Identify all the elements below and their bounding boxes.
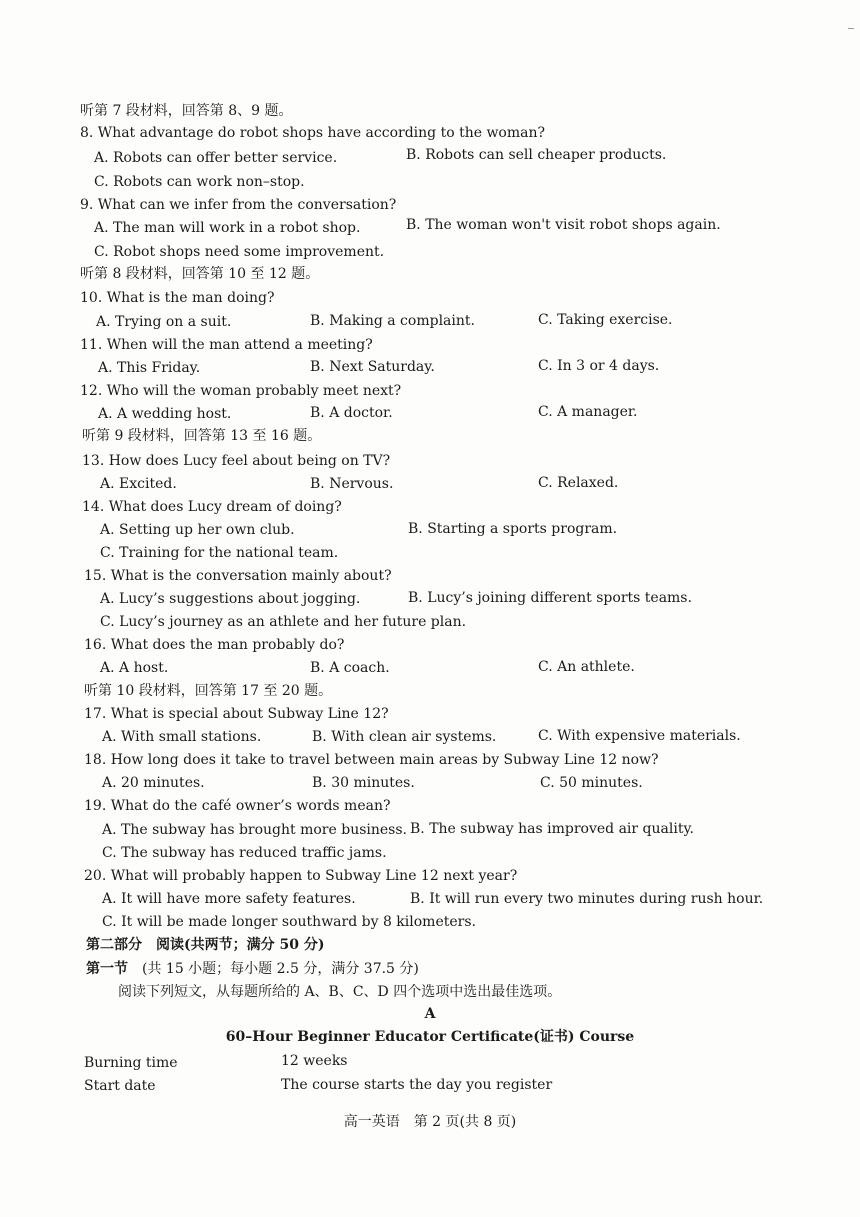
q20-option-a: A. It will have more safety features. xyxy=(102,891,356,907)
question-11: 11. When will the man attend a meeting? xyxy=(80,337,373,353)
q8-option-c: C. Robots can work non–stop. xyxy=(94,174,305,190)
q16-option-b: B. A coach. xyxy=(310,660,390,676)
q14-option-b: B. Starting a sports program. xyxy=(408,521,618,537)
q20-option-c: C. It will be made longer southward by 8 kilometers. xyxy=(102,914,476,930)
q15-option-c: C. Lucy’s journey as an athlete and her future plan. xyxy=(100,614,467,630)
course-row-label-2: Start date xyxy=(84,1078,156,1094)
q16-option-a: A. A host. xyxy=(100,660,169,676)
q18-option-c: C. 50 minutes. xyxy=(540,775,643,791)
q16-option-c: C. An athlete. xyxy=(538,659,635,675)
question-8: 8. What advantage do robot shops have according to the woman? xyxy=(80,125,546,141)
q13-option-b: B. Nervous. xyxy=(310,476,394,492)
q17-option-c: C. With expensive materials. xyxy=(538,728,741,744)
q19-option-a: A. The subway has brought more business. xyxy=(102,822,407,838)
q10-option-b: B. Making a complaint. xyxy=(310,313,475,329)
q9-option-a: A. The man will work in a robot shop. xyxy=(94,220,361,236)
section-instruction-10: 听第 10 段材料，回答第 17 至 20 题。 xyxy=(84,683,333,699)
q9-option-c: C. Robot shops need some improvement. xyxy=(94,244,385,260)
question-9: 9. What can we infer from the conversation? xyxy=(80,197,397,213)
q12-option-c: C. A manager. xyxy=(538,404,638,420)
question-19: 19. What do the café owner’s words mean? xyxy=(84,798,391,814)
q13-option-c: C. Relaxed. xyxy=(538,475,619,491)
q10-option-c: C. Taking exercise. xyxy=(538,312,673,328)
section-instruction-8: 听第 8 段材料，回答第 10 至 12 题。 xyxy=(80,266,320,282)
passage-letter: A xyxy=(424,1006,436,1022)
q17-option-b: B. With clean air systems. xyxy=(312,729,497,745)
course-row-label-1: Burning time xyxy=(84,1055,178,1071)
page-footer: 高一英语 第 2 页(共 8 页) xyxy=(343,1114,517,1130)
question-14: 14. What does Lucy dream of doing? xyxy=(82,499,342,515)
q10-option-a: A. Trying on a suit. xyxy=(96,314,232,330)
q15-option-b: B. Lucy’s joining different sports teams. xyxy=(408,590,692,606)
question-12: 12. Who will the woman probably meet next? xyxy=(80,383,402,399)
q11-option-b: B. Next Saturday. xyxy=(310,359,435,375)
q12-option-b: B. A doctor. xyxy=(310,405,393,421)
question-18: 18. How long does it take to travel between main areas by Subway Line 12 now? xyxy=(84,752,659,768)
q18-option-a: A. 20 minutes. xyxy=(102,775,205,791)
question-15: 15. What is the conversation mainly about? xyxy=(84,568,392,584)
q12-option-a: A. A wedding host. xyxy=(98,406,232,422)
section-instruction-9: 听第 9 段材料，回答第 13 至 16 题。 xyxy=(82,428,322,444)
q13-option-a: A. Excited. xyxy=(100,476,177,492)
q19-option-b: B. The subway has improved air quality. xyxy=(410,821,694,837)
question-16: 16. What does the man probably do? xyxy=(84,637,345,653)
reading-instruction: 阅读下列短文，从每题所给的 A、B、C、D 四个选项中选出最佳选项。 xyxy=(118,984,562,1000)
section-instruction-7: 听第 7 段材料，回答第 8、9 题。 xyxy=(80,103,293,119)
q9-option-b: B. The woman won't visit robot shops again. xyxy=(406,217,721,233)
q15-option-a: A. Lucy’s suggestions about jogging. xyxy=(100,591,361,607)
q20-option-b: B. It will run every two minutes during rush hour. xyxy=(410,891,764,907)
q14-option-c: C. Training for the national team. xyxy=(100,545,339,561)
q8-option-b: B. Robots can sell cheaper products. xyxy=(406,147,667,163)
section-one-scoring: (共 15 小题；每小题 2.5 分，满分 37.5 分) xyxy=(128,961,419,977)
part-two-heading: 第二部分 阅读(共两节；满分 50 分) xyxy=(86,937,325,953)
q11-option-a: A. This Friday. xyxy=(98,360,201,376)
passage-title: 60–Hour Beginner Educator Certificate(证书) Course xyxy=(225,1029,635,1045)
course-row-value-1: 12 weeks xyxy=(281,1053,348,1069)
scan-mark xyxy=(848,28,854,29)
q11-option-c: C. In 3 or 4 days. xyxy=(538,358,660,374)
question-10: 10. What is the man doing? xyxy=(80,290,275,306)
section-one-heading xyxy=(86,959,419,979)
q8-option-a: A. Robots can offer better service. xyxy=(94,150,338,166)
q18-option-b: B. 30 minutes. xyxy=(312,775,415,791)
q14-option-a: A. Setting up her own club. xyxy=(100,522,295,538)
q19-option-c: C. The subway has reduced traffic jams. xyxy=(102,845,387,861)
question-17: 17. What is special about Subway Line 12? xyxy=(84,706,389,722)
course-row-value-2: The course starts the day you register xyxy=(281,1077,553,1093)
question-20: 20. What will probably happen to Subway Line 12 next year? xyxy=(84,868,518,884)
question-13: 13. How does Lucy feel about being on TV? xyxy=(82,453,391,469)
q17-option-a: A. With small stations. xyxy=(102,729,262,745)
section-one-label: 第一节 xyxy=(86,961,128,977)
